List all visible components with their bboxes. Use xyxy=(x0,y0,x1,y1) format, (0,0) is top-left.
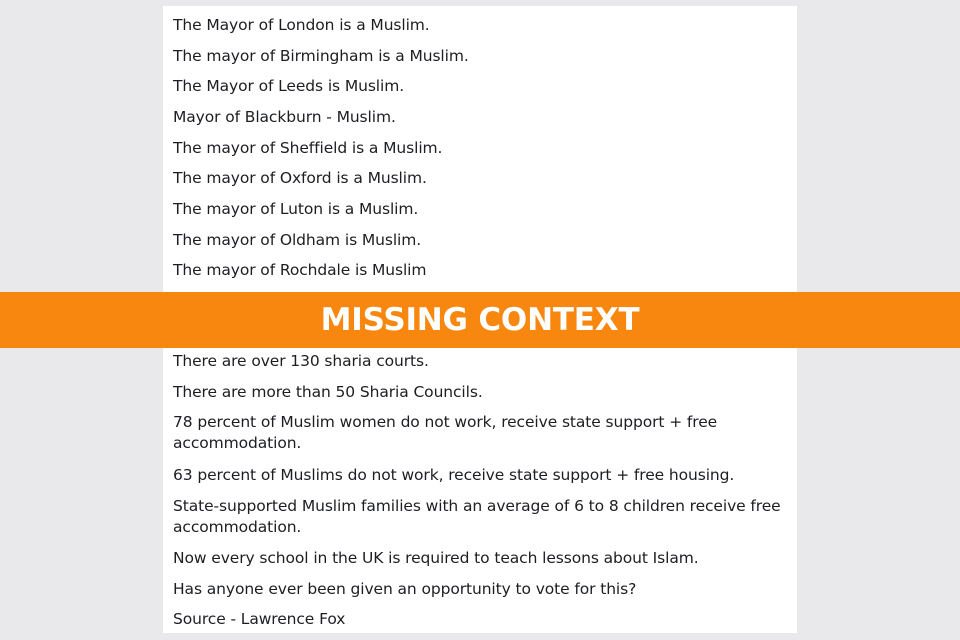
post-line: The mayor of Sheffield is a Muslim. xyxy=(173,139,443,157)
post-line: The mayor of Birmingham is a Muslim. xyxy=(173,47,469,65)
post-line: The mayor of Rochdale is Muslim xyxy=(173,261,427,279)
post-line: There are over 130 sharia courts. xyxy=(173,352,429,370)
post-line: 63 percent of Muslims do not work, receive state support + free housing. xyxy=(173,466,735,484)
post-line: State-supported Muslim families with an average of 6 to 8 children receive free accommodation. xyxy=(173,497,781,536)
post-line: Source - Lawrence Fox xyxy=(173,610,346,628)
post-line: The Mayor of London is a Muslim. xyxy=(173,16,430,34)
post-line: There are more than 50 Sharia Councils. xyxy=(173,383,483,401)
post-line: The mayor of Oldham is Muslim. xyxy=(173,231,422,249)
banner-label: MISSING CONTEXT xyxy=(320,302,640,338)
post-line: The mayor of Luton is a Muslim. xyxy=(173,200,419,218)
post-line: Has anyone ever been given an opportunity to vote for this? xyxy=(173,580,637,598)
post-line: 78 percent of Muslim women do not work, receive state support + free accommodation. xyxy=(173,413,718,452)
missing-context-banner xyxy=(0,292,960,348)
post-line: Now every school in the UK is required to teach lessons about Islam. xyxy=(173,549,699,567)
post-line: The mayor of Oxford is a Muslim. xyxy=(173,169,427,187)
post-line: The Mayor of Leeds is Muslim. xyxy=(173,77,405,95)
post-line: Mayor of Blackburn - Muslim. xyxy=(173,108,396,126)
